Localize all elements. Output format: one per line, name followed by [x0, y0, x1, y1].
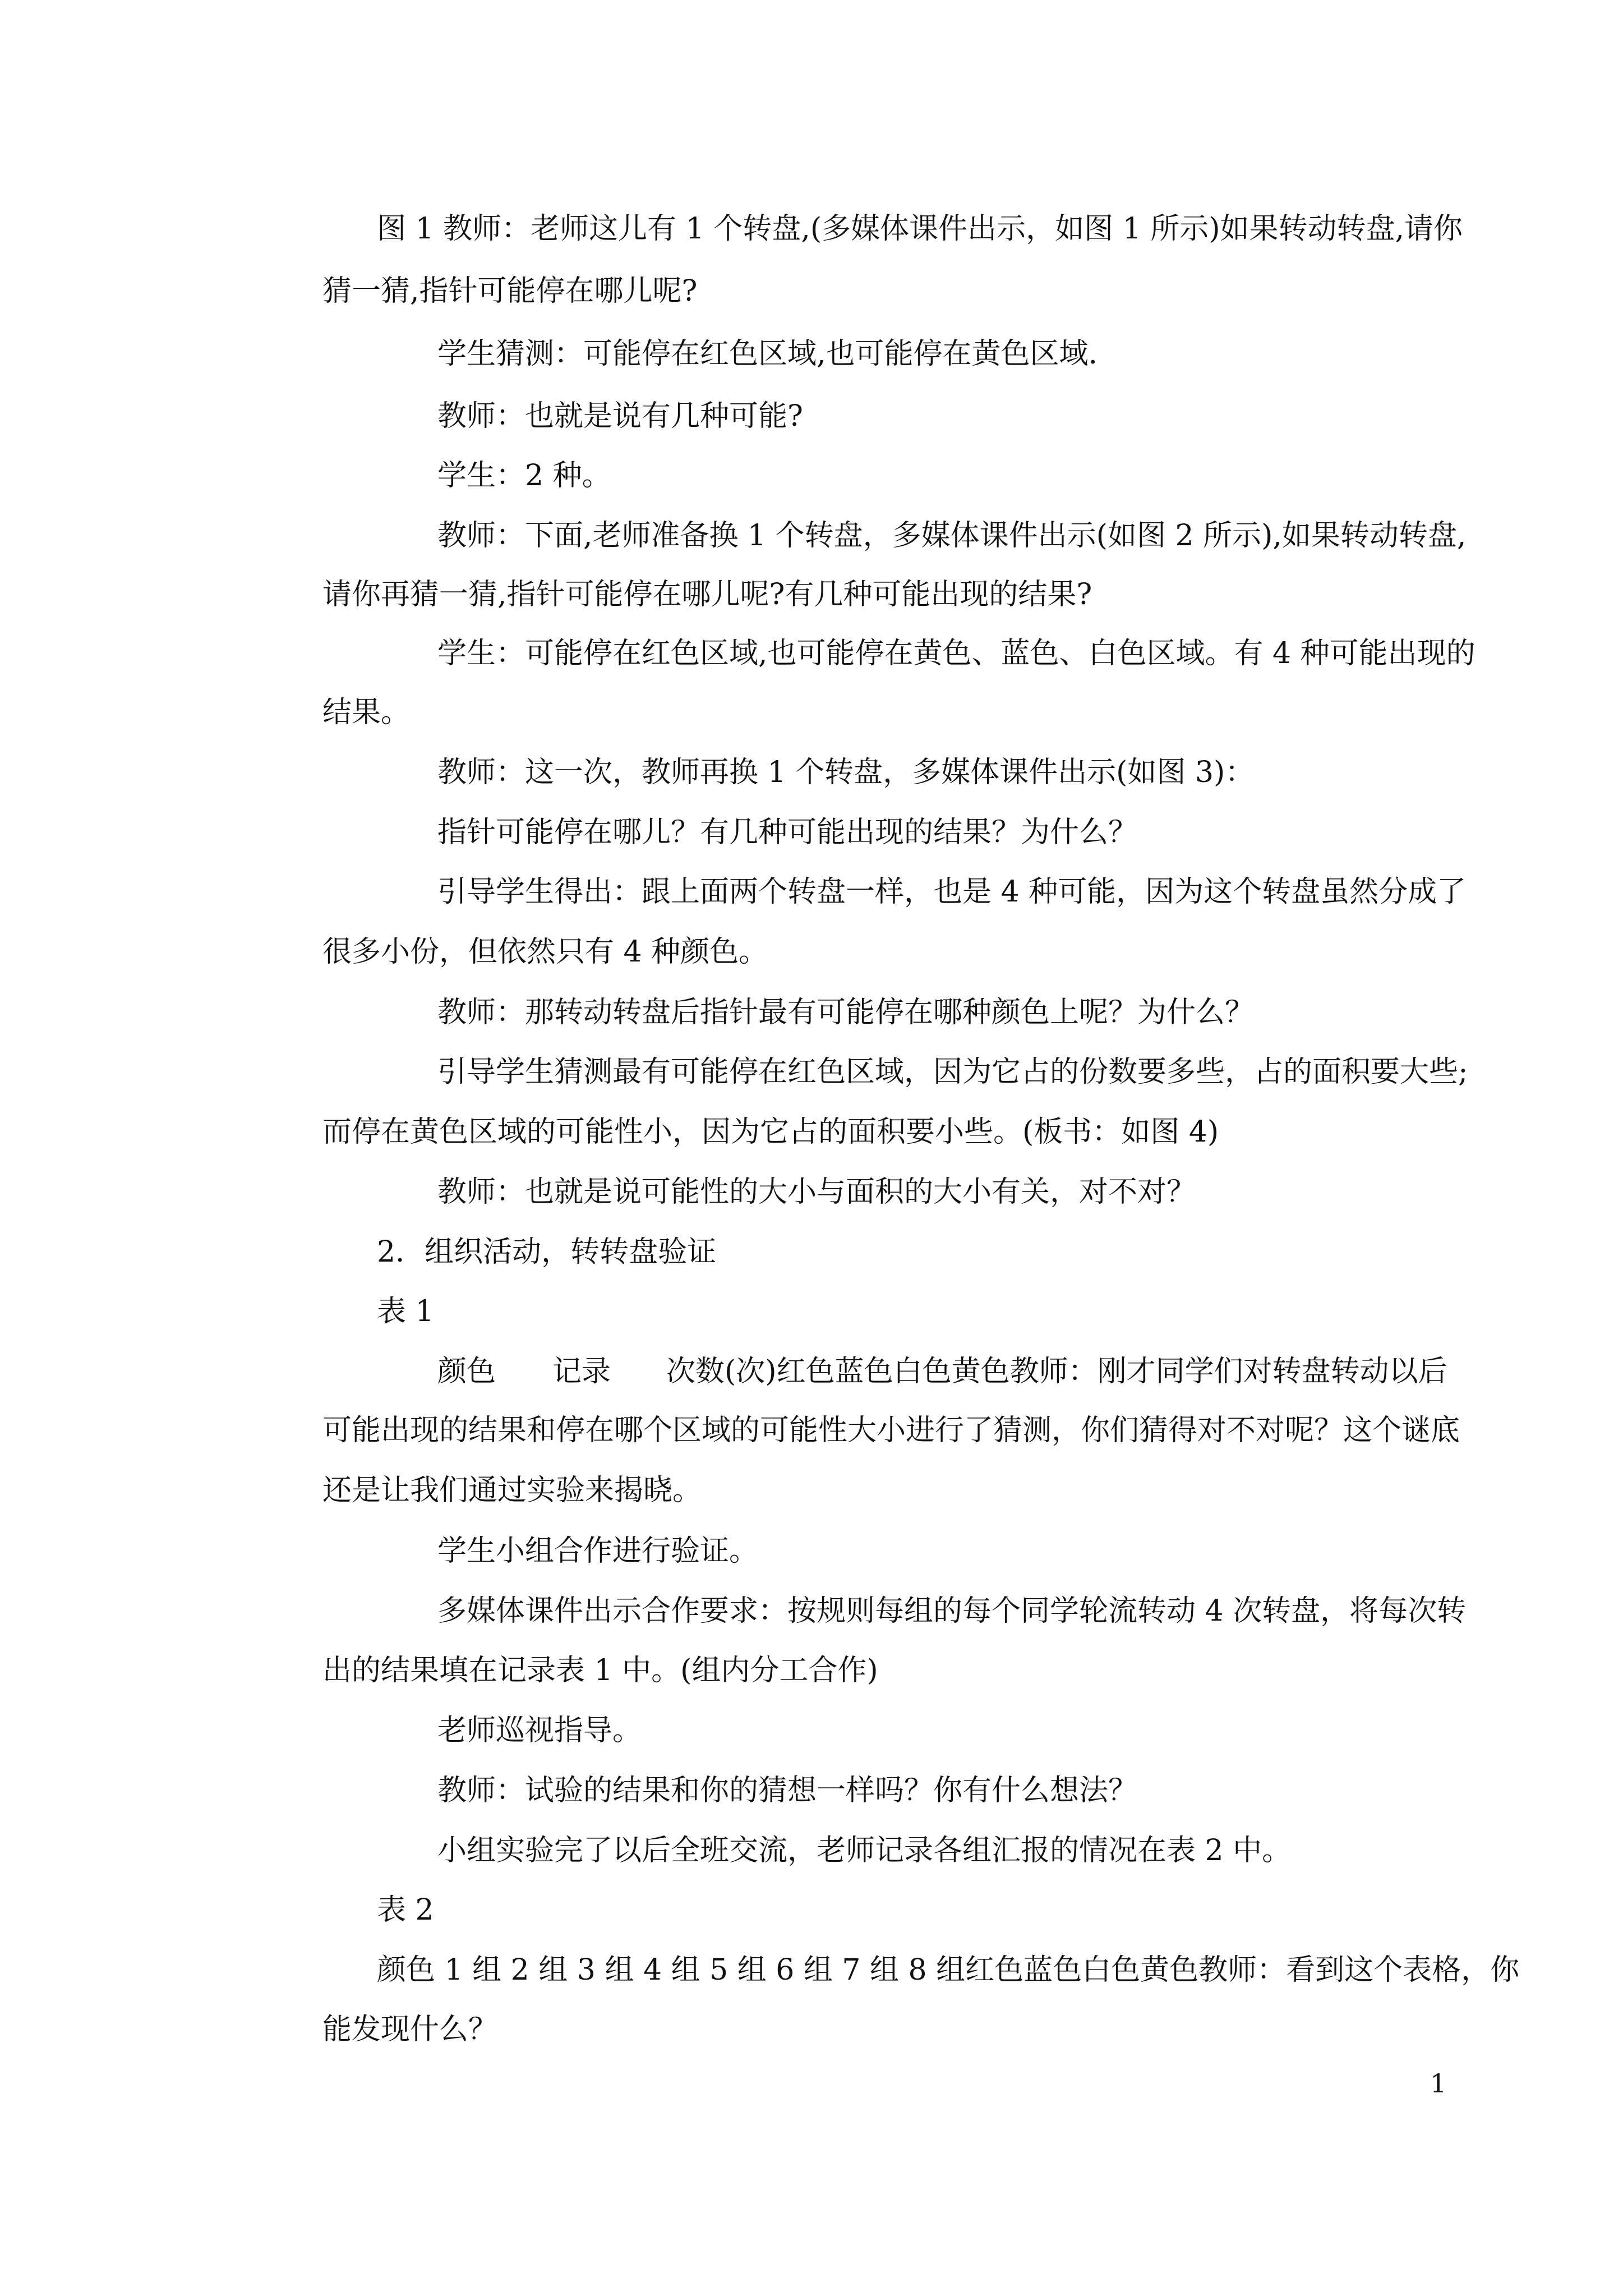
paragraph-line: 教师：那转动转盘后指针最有可能停在哪种颜色上呢？为什么？	[437, 996, 1255, 1029]
table-caption: 表 1	[377, 1295, 434, 1328]
paragraph-line: 图 1 教师：老师这儿有 1 个转盘,(多媒体课件出示，如图 1 所示)如果转动转盘,请你	[377, 212, 1463, 246]
page-number: 1	[1430, 2068, 1447, 2099]
paragraph-line: 可能出现的结果和停在哪个区域的可能性大小进行了猜测，你们猜得对不对呢？这个谜底	[322, 1414, 1460, 1447]
paragraph-line: 教师：试验的结果和你的猜想一样吗？你有什么想法？	[437, 1774, 1138, 1807]
paragraph-line: 还是让我们通过实验来揭晓。	[322, 1474, 702, 1507]
paragraph-line: 学生猜测：可能停在红色区域,也可能停在黄色区域.	[437, 337, 1098, 371]
paragraph-line: 次数(次)红色蓝色白色黄色教师：刚才同学们对转盘转动以后	[666, 1355, 1447, 1388]
paragraph-line: 老师巡视指导。	[437, 1714, 642, 1747]
paragraph-line: 引导学生猜测最有可能停在红色区域，因为它占的份数要多些，占的面积要大些;	[437, 1055, 1468, 1089]
paragraph-line: 学生小组合作进行验证。	[437, 1534, 759, 1568]
paragraph-line: 教师：也就是说有几种可能?	[437, 399, 803, 433]
paragraph-line: 能发现什么？	[322, 2013, 498, 2046]
table-caption: 表 2	[377, 1893, 434, 1927]
paragraph-line: 请你再猜一猜,指针可能停在哪儿呢?有几种可能出现的结果?	[322, 578, 1092, 611]
paragraph-line: 很多小份，但依然只有 4 种颜色。	[322, 935, 768, 969]
paragraph-line: 指针可能停在哪儿？有几种可能出现的结果？为什么？	[437, 816, 1138, 849]
section-heading: 2．组织活动，转转盘验证	[377, 1235, 717, 1269]
paragraph-line: 教师：也就是说可能性的大小与面积的大小有关，对不对？	[437, 1175, 1196, 1209]
paragraph-line: 引导学生得出：跟上面两个转盘一样，也是 4 种可能，因为这个转盘虽然分成了	[437, 875, 1467, 909]
paragraph-line: 学生：2 种。	[437, 459, 611, 493]
paragraph-line: 猜一猜,指针可能停在哪儿呢?	[322, 274, 698, 308]
paragraph-line: 学生：可能停在红色区域,也可能停在黄色、蓝色、白色区域。有 4 种可能出现的	[437, 637, 1476, 670]
paragraph-line: 多媒体课件出示合作要求：按规则每组的每个同学轮流转动 4 次转盘，将每次转	[437, 1594, 1467, 1628]
paragraph-line: 教师：这一次，教师再换 1 个转盘，多媒体课件出示(如图 3)：	[437, 756, 1255, 789]
paragraph-line: 出的结果填在记录表 1 中。(组内分工合作)	[322, 1654, 878, 1687]
paragraph-line: 教师：下面,老师准备换 1 个转盘，多媒体课件出示(如图 2 所示),如果转动转盘,	[437, 519, 1467, 553]
paragraph-line: 小组实验完了以后全班交流，老师记录各组汇报的情况在表 2 中。	[437, 1834, 1292, 1867]
paragraph-line: 颜色 1 组 2 组 3 组 4 组 5 组 6 组 7 组 8 组红色蓝色白色黄色教师：看到这个表格，你	[377, 1953, 1520, 1987]
table1-cell-record: 记录	[552, 1355, 611, 1388]
paragraph-line: 而停在黄色区域的可能性小，因为它占的面积要小些。(板书：如图 4)	[322, 1115, 1219, 1149]
paragraph-line: 结果。	[322, 696, 411, 729]
table1-cell-color: 颜色	[437, 1355, 496, 1388]
